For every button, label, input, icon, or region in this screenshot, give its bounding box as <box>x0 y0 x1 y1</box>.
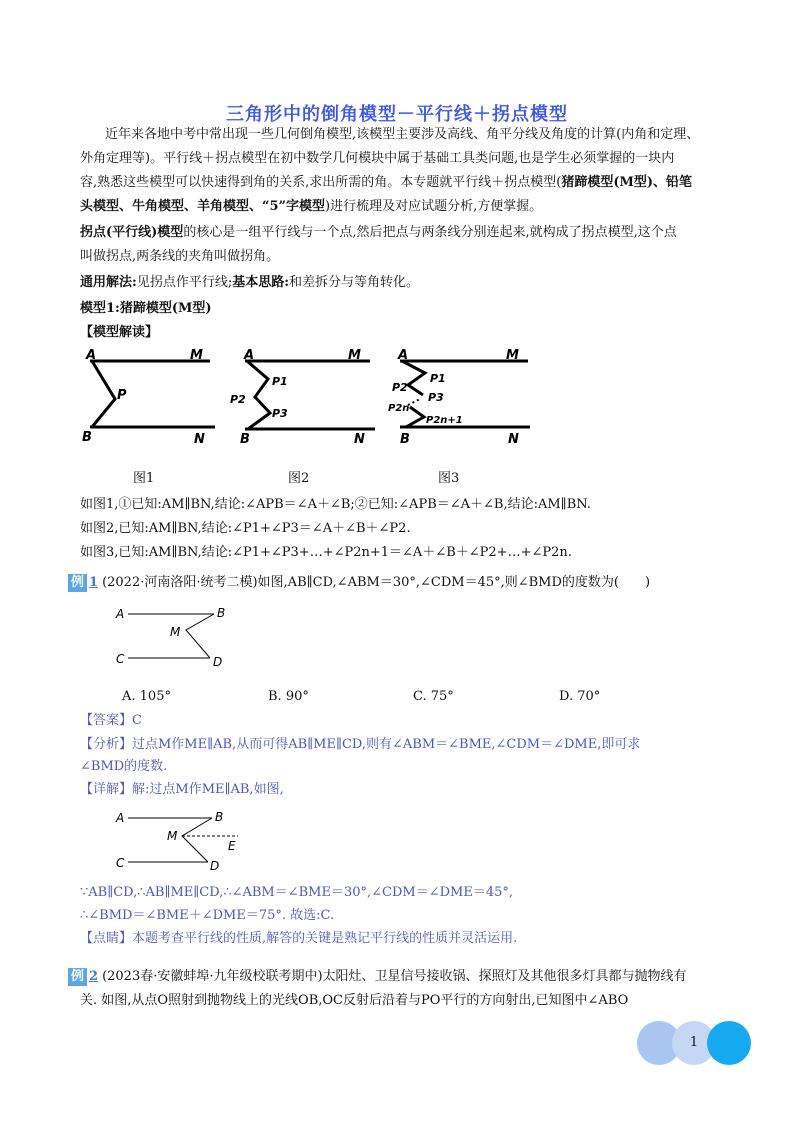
example-1-step-2: ∴∠BMD＝∠BME＋∠DME＝75°. 故选:C. <box>80 908 335 923</box>
fig3-label-P3: P3 <box>428 391 444 404</box>
fig2-label-B: B <box>240 432 250 447</box>
fig1-caption: 图1 <box>133 471 155 486</box>
option-a[interactable]: A. 105° <box>122 689 171 704</box>
intro-line-3 <box>80 172 692 194</box>
ex1-sol-label-B: B <box>215 810 224 824</box>
example-2-line-2: 关. 如图,从点O照射到抛物线上的光线OB,OC反射后沿着与PO平行的方向射出,已知图中∠ABO <box>80 993 629 1008</box>
figure-1 <box>82 348 215 447</box>
example-1-stem-line <box>68 572 650 594</box>
fig2-label-A: A <box>244 348 255 363</box>
ex1-sol-label-E: E <box>228 839 236 853</box>
example-1-number: 1 <box>89 575 99 590</box>
method-text-1: 见拐点作平行线; <box>136 275 233 290</box>
option-b[interactable]: B. 90° <box>268 689 309 704</box>
fig2-label-P2: P2 <box>230 393 246 406</box>
fig1-label-B: B <box>82 430 92 445</box>
example-1-solution-figure <box>110 806 260 878</box>
fig3-label-P2n1: P2n+1 <box>426 415 463 426</box>
method-label-2: 基本思路: <box>232 275 290 290</box>
ex1-fig-label-D: D <box>213 655 223 669</box>
fig2-label-M: M <box>348 348 361 363</box>
intro-line-4b: )进行梳理及对应试题分析,方便掌握。 <box>325 199 543 214</box>
figure-3 <box>388 348 530 447</box>
fig3-label-A: A <box>398 348 409 363</box>
ex1-fig-label-C: C <box>116 652 125 666</box>
fig2-label-N: N <box>354 432 365 447</box>
intro-line-3b: 猪蹄模型(M型)、铅笔 <box>561 175 693 190</box>
fig3-label-P2: P2 <box>392 381 408 394</box>
example-1-answer: 【答案】C <box>80 713 142 728</box>
fig3-label-P1: P1 <box>430 372 446 385</box>
fig3-label-M: M <box>506 348 519 363</box>
example-1-analysis-2: ∠BMD的度数. <box>80 759 168 774</box>
intro-line-4a: 头模型、牛角模型、羊角模型、“5”字模型 <box>80 199 326 214</box>
ex1-sol-label-M: M <box>167 829 178 843</box>
core-line-2: 叫做拐点,两条线的夹角叫做拐角。 <box>80 249 280 264</box>
example-1-stem: (2022·河南洛阳·统考二模)如图,AB∥CD,∠ABM＝30°,∠CDM＝45°,则∠BMD的度数为( ) <box>102 575 651 590</box>
example-1-detail: 【详解】解:过点M作ME∥AB,如图, <box>80 782 284 797</box>
fig3-label-P2n: P2n <box>388 403 410 414</box>
page-title: 三角形中的倒角模型－平行线＋拐点模型 <box>226 104 568 125</box>
model-figures <box>80 345 540 450</box>
intro-line-2: 外角定理等)。平行线＋拐点模型在初中数学几何模块中属于基础工具类问题,也是学生必须掌握的一块内 <box>80 151 675 166</box>
intro-line-1: 近年来各地中考中常出现一些几何倒角模型,该模型主要涉及高线、角平分线及角度的计算(内角和定理、 <box>105 127 700 142</box>
core-line-1 <box>80 222 677 244</box>
method-line <box>80 272 419 294</box>
fig3-label-N: N <box>508 432 519 447</box>
model1-heading: 模型1:猪蹄模型(M型) <box>80 301 212 316</box>
core-text-1: 的核心是一组平行线与一个点,然后把点与两条线分别连起来,就构成了拐点模型,这个点 <box>183 225 677 240</box>
ex1-fig-label-A: A <box>116 607 125 621</box>
ex1-fig-label-B: B <box>217 606 226 620</box>
conclusion-1: 如图1,①已知:AM∥BN,结论:∠APB＝∠A＋∠B;②已知:∠APB＝∠A＋∠B,结论:AM∥BN. <box>80 497 591 512</box>
method-text-2: 和差拆分与等角转化。 <box>289 275 420 290</box>
core-bold: 拐点(平行线)模型 <box>80 225 184 240</box>
fig3-label-B: B <box>400 432 410 447</box>
example-1-step-1: ∵AB∥CD,∴AB∥ME∥CD,∴∠ABM＝∠BME＝30°,∠CDM＝∠DME＝45°, <box>80 885 514 900</box>
option-d[interactable]: D. 70° <box>559 689 601 704</box>
fig1-label-P: P <box>117 388 127 403</box>
fig1-label-M: M <box>190 348 203 363</box>
fig2-label-P1: P1 <box>272 375 288 388</box>
example-2-line-1 <box>68 966 687 988</box>
conclusion-3: 如图3,已知:AM∥BN,结论:∠P1+∠P3+…+∠P2n+1＝∠A＋∠B＋∠P2+…+∠P2n. <box>80 545 572 560</box>
example-2-badge: 例 <box>68 968 87 986</box>
intro-line-4 <box>80 196 542 218</box>
example-2-text-1: (2023春·安徽蚌埠·九年级校联考期中)太阳灶、卫星信号接收锅、探照灯及其他很多灯具都与抛物线有 <box>102 969 687 984</box>
example-2-number: 2 <box>89 969 99 984</box>
fig3-caption: 图3 <box>438 471 460 486</box>
example-1-comment: 【点睛】本题考查平行线的性质,解答的关键是熟记平行线的性质并灵活运用. <box>80 931 518 946</box>
method-label: 通用解法: <box>80 275 137 290</box>
figure-2 <box>230 348 375 447</box>
conclusion-2: 如图2,已知:AM∥BN,结论:∠P1+∠P3＝∠A＋∠B＋∠P2. <box>80 521 411 536</box>
ex1-sol-label-C: C <box>116 856 125 870</box>
example-1-figure <box>110 600 250 672</box>
model1-subheading: 【模型解读】 <box>80 325 159 340</box>
fig1-label-A: A <box>86 348 97 363</box>
fig1-label-N: N <box>194 432 205 447</box>
fig2-caption: 图2 <box>288 471 310 486</box>
page-number: 1 <box>689 1035 699 1050</box>
ex1-sol-label-A: A <box>116 811 125 825</box>
example-1-analysis-1: 【分析】过点M作ME∥AB,从而可得AB∥ME∥CD,则有∠ABM＝∠BME,∠CDM＝∠DME,即可求 <box>80 737 641 752</box>
ex1-fig-label-M: M <box>170 625 181 639</box>
example-1-badge: 例 <box>68 574 87 592</box>
fig2-label-P3: P3 <box>272 407 288 420</box>
intro-line-3a: 容,熟悉这些模型可以快速得到角的关系,求出所需的角。本专题就平行线＋拐点模型( <box>80 175 562 190</box>
ex1-sol-label-D: D <box>210 859 220 873</box>
option-c[interactable]: C. 75° <box>413 689 454 704</box>
